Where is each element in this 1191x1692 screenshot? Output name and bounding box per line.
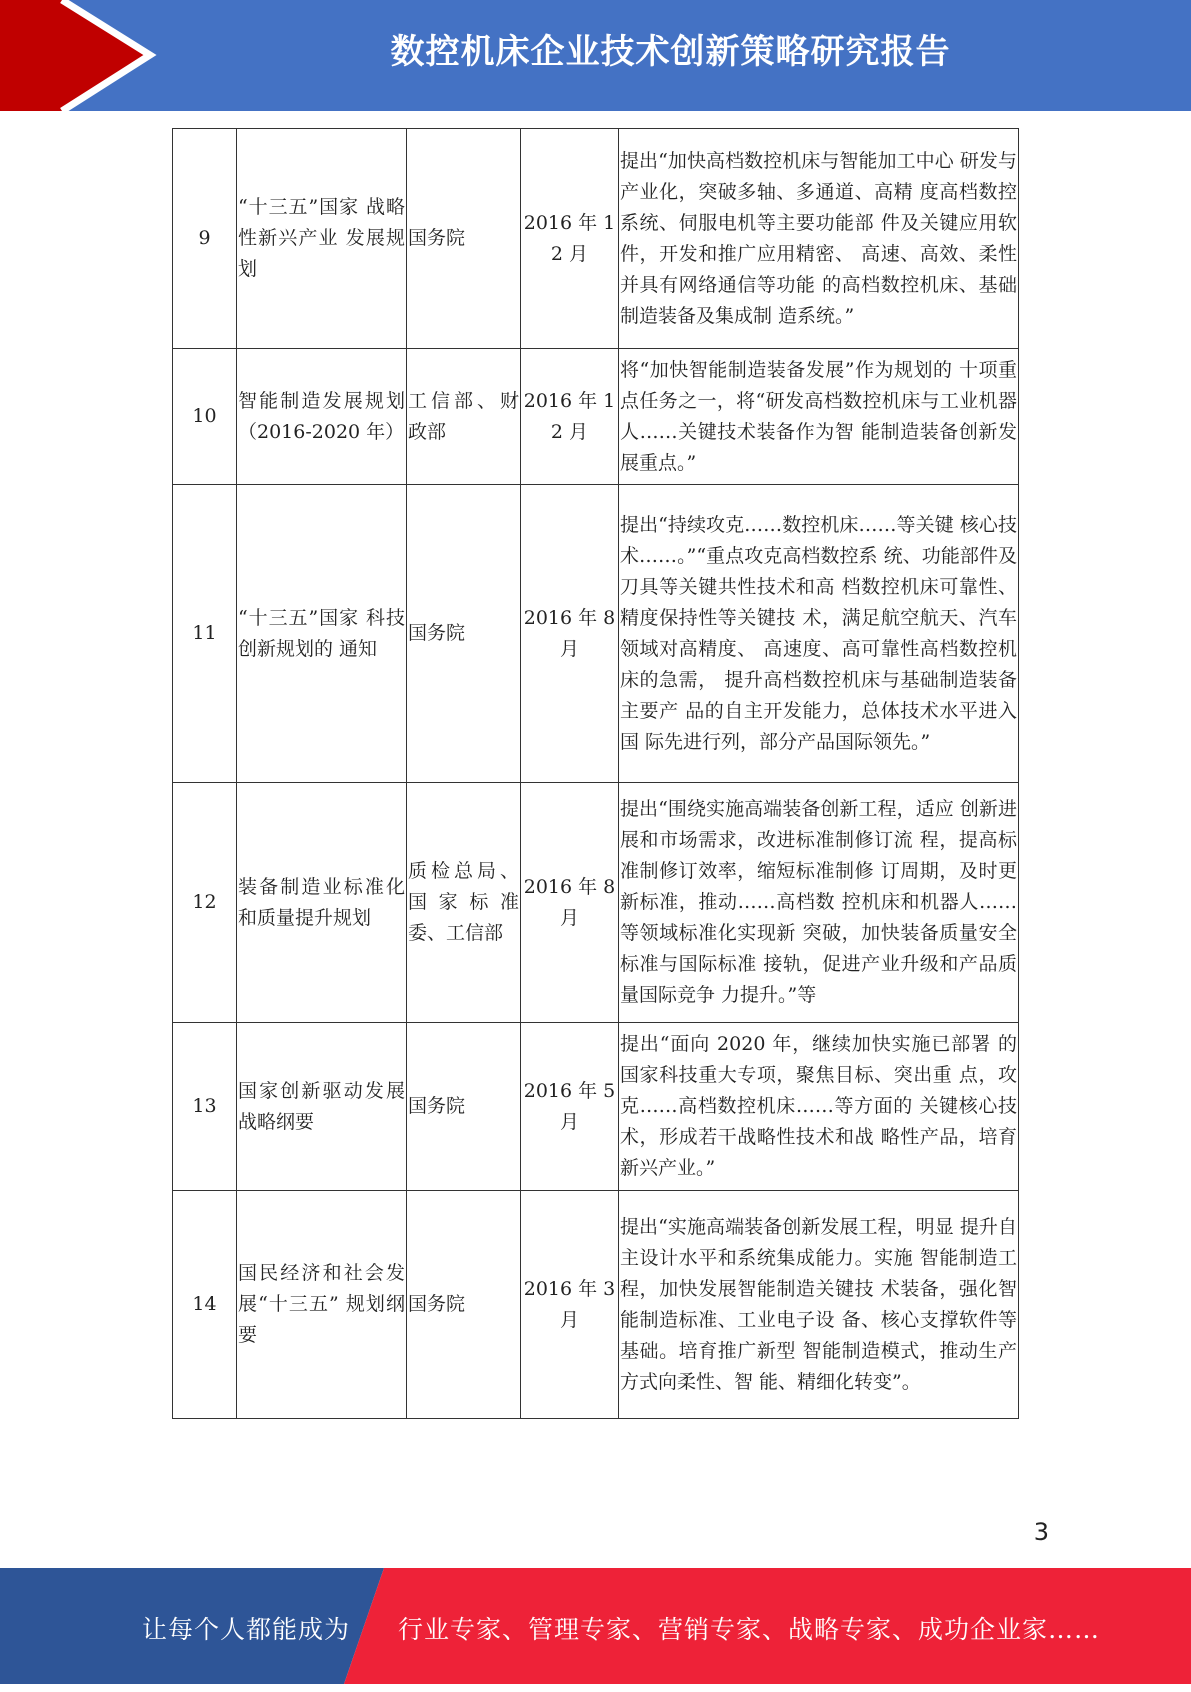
- policy-name: 国家创新驱动发展战略纲要: [237, 1023, 407, 1191]
- table-row: [173, 349, 1019, 485]
- row-number: 13: [173, 1023, 237, 1191]
- issuing-department: 国务院: [407, 129, 521, 349]
- issue-date: 2016 年 3 月: [521, 1191, 619, 1419]
- row-number: 11: [173, 485, 237, 783]
- issuing-department: 国务院: [407, 485, 521, 783]
- footer-slogan-right: 行业专家、管理专家、营销专家、战略专家、成功企业家……: [398, 1615, 1101, 1644]
- row-number: 10: [173, 349, 237, 485]
- row-number: 9: [173, 129, 237, 349]
- policy-content: 提出“加快高档数控机床与智能加工中心 研发与产业化，突破多轴、多通道、高精 度高档数控系统、伺服电机等主要功能部 件及关键应用软件，开发和推广应用精密、 高速、高效、柔性并具有网络通信等功能 的高档数控机床、基础制造装备及集成制 造系统。”: [619, 129, 1019, 349]
- table-row: [173, 783, 1019, 1023]
- policy-content: 将“加快智能制造装备发展”作为规划的 十项重点任务之一，将“研发高档数控机床与工业机器人……关键技术装备作为智 能制造装备创新发展重点。”: [619, 349, 1019, 485]
- policy-table: [172, 128, 1019, 1419]
- page-number: 3: [1033, 1518, 1049, 1546]
- issuing-department: 工信部、财政部: [407, 349, 521, 485]
- table-row: [173, 485, 1019, 783]
- policy-name: 装备制造业标准化和质量提升规划: [237, 783, 407, 1023]
- page-footer: [0, 1568, 1191, 1684]
- table-row: [173, 1191, 1019, 1419]
- issue-date: 2016 年 12 月: [521, 349, 619, 485]
- issuing-department: 质检总局、国家标准委、工信部: [407, 783, 521, 1023]
- page-header: [0, 0, 1191, 111]
- issuing-department: 国务院: [407, 1023, 521, 1191]
- policy-content: 提出“围绕实施高端装备创新工程，适应 创新进展和市场需求，改进标准制修订流 程，提高标准制修订效率，缩短标准制修 订周期，及时更新标准，推动……高档数 控机床和机器人……等领域标准化实现新 突破，加快装备质量安全标准与国际标准 接轨，促进产业升级和产品质量国际竞争 力提升。”等: [619, 783, 1019, 1023]
- policy-name: “十三五”国家 科技创新规划的 通知: [237, 485, 407, 783]
- issue-date: 2016 年 8 月: [521, 783, 619, 1023]
- policy-content: 提出“持续攻克……数控机床……等关键 核心技术……。”“重点攻克高档数控系 统、功能部件及刀具等关键共性技术和高 档数控机床可靠性、精度保持性等关键技 术，满足航空航天、汽车领域对高精度、 高速度、高可靠性高档数控机床的急需， 提升高档数控机床与基础制造装备主要产 品的自主开发能力，总体技术水平进入国 际先进行列，部分产品国际领先。”: [619, 485, 1019, 783]
- policy-content: 提出“实施高端装备创新发展工程，明显 提升自主设计水平和系统集成能力。实施 智能制造工程，加快发展智能制造关键技 术装备，强化智能制造标准、工业电子设 备、核心支撑软件等基础。培育推广新型 智能制造模式，推动生产方式向柔性、智 能、精细化转变”。: [619, 1191, 1019, 1419]
- table-row: [173, 129, 1019, 349]
- row-number: 14: [173, 1191, 237, 1419]
- issue-date: 2016 年 5 月: [521, 1023, 619, 1191]
- policy-name: 智能制造发展规划（2016-2020 年）: [237, 349, 407, 485]
- report-title: 数控机床企业技术创新策略研究报告: [390, 32, 951, 72]
- row-number: 12: [173, 783, 237, 1023]
- policy-content: 提出“面向 2020 年，继续加快实施已部署 的国家科技重大专项，聚焦目标、突出重 点，攻克……高档数控机床……等方面的 关键核心技术，形成若干战略性技术和战 略性产品，培育新兴产业。”: [619, 1023, 1019, 1191]
- issue-date: 2016 年 8 月: [521, 485, 619, 783]
- policy-name: 国民经济和社会发展“十三五” 规划纲要: [237, 1191, 407, 1419]
- policy-name: “十三五”国家 战略性新兴产业 发展规划: [237, 129, 407, 349]
- header-red-chevron: [0, 0, 150, 111]
- footer-slogan-left: 让每个人都能成为: [142, 1615, 351, 1644]
- table-row: [173, 1023, 1019, 1191]
- issuing-department: 国务院: [407, 1191, 521, 1419]
- issue-date: 2016 年 12 月: [521, 129, 619, 349]
